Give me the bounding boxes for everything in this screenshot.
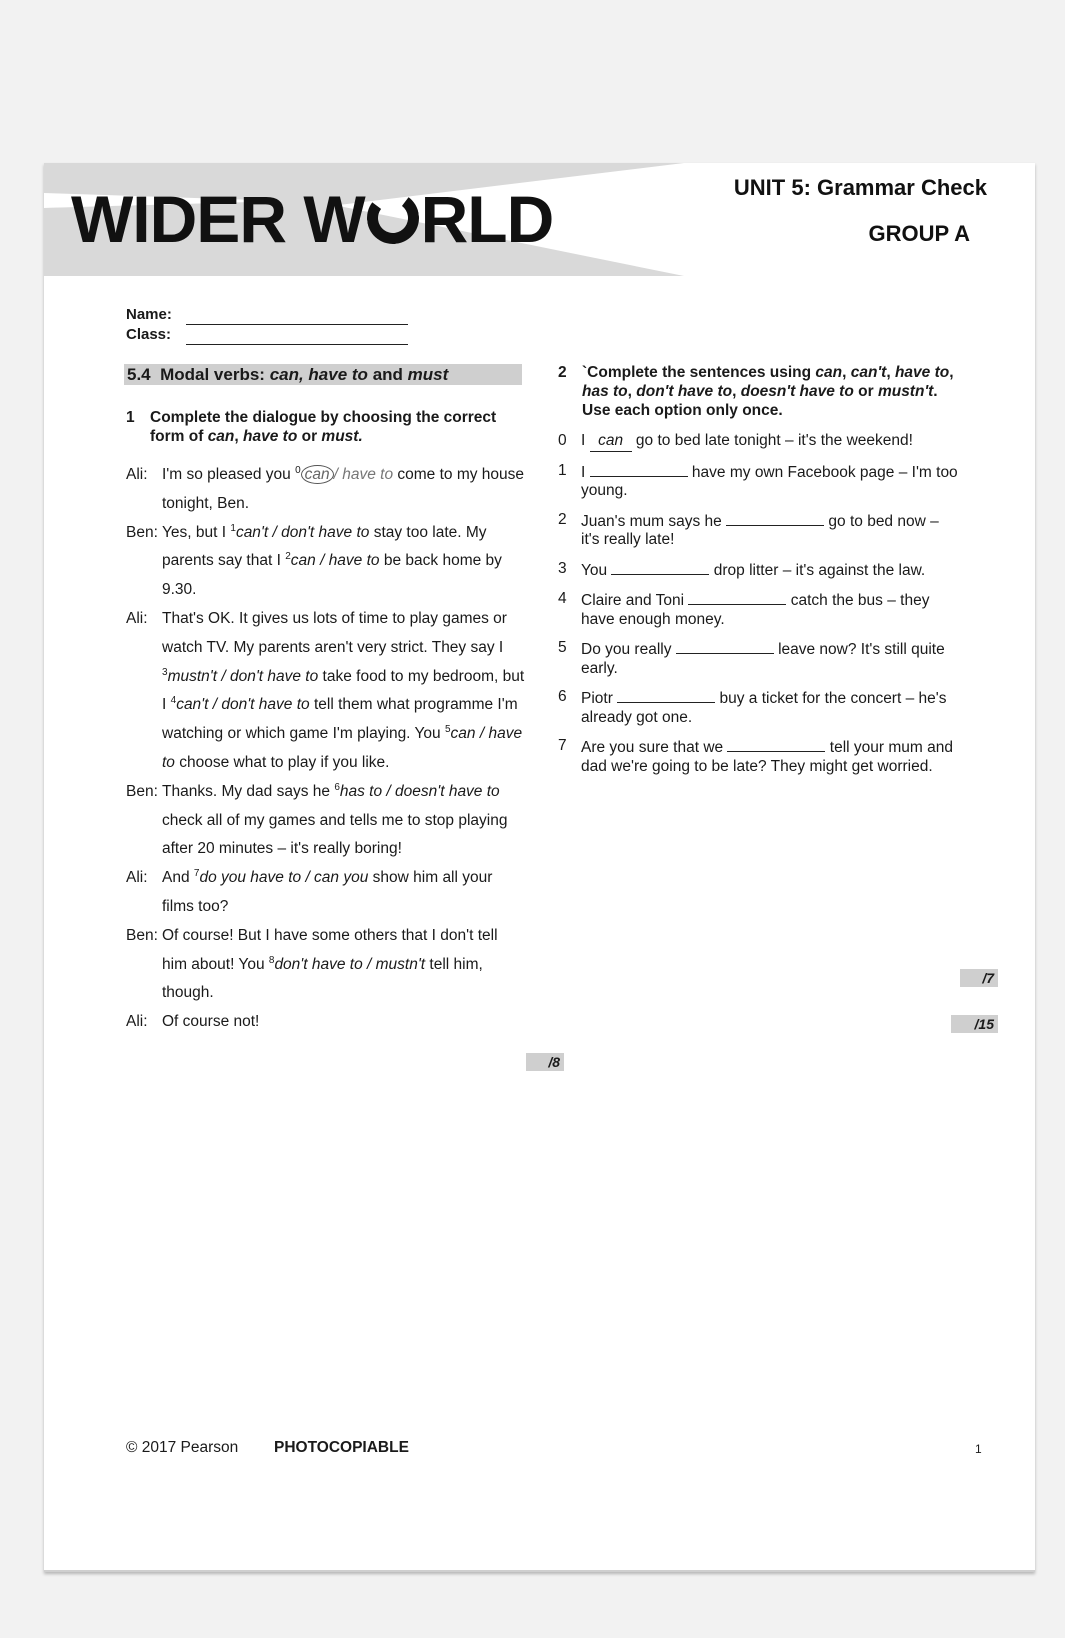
section-heading: 5.4 Modal verbs: can, have to and must [124,364,522,385]
sentence-list [558,432,958,776]
dialogue-line: Ali: Of course not! [126,1013,260,1031]
choice-option[interactable]: can't / don't have to [235,523,370,541]
photocopiable-label: PHOTOCOPIABLE [274,1439,409,1456]
choice-option[interactable]: don't have to / mustn't [274,955,426,973]
dialogue-line: Ben: Of course! But I have some others that I don't tell him about! You $^8$don't have to / mustn't tell him, though. [126,926,498,1002]
dialogue-line: Ali: And $^7$do you have to / can you show him all your films too? [126,868,493,915]
choice-option[interactable]: has to / doesn't have to [339,782,500,800]
copyright: © 2017 Pearson [126,1439,239,1456]
exercise-2-score: /7 [960,969,998,987]
choice-option[interactable]: do you have to / can you [199,869,369,887]
answer-blank[interactable] [727,737,825,752]
name-field[interactable] [186,309,408,325]
exercise-2-instruction: 2 `Complete the sentences using can, can't, have to, has to, don't have to, doesn't have to or mustn't. Use each option only once. [558,364,954,419]
example-answer: can [590,432,632,452]
total-score: /15 [951,1015,998,1033]
exercise-2 [558,363,958,786]
answer-blank[interactable] [676,639,774,654]
sentence-item: 7 Are you sure that we tell your mum and dad we're going to be late? They might get worried. [558,737,953,775]
exercise-1 [126,408,526,1037]
dialogue-line: Ben: Yes, but I $^1$can't / don't have to stay too late. My parents say that I $^2$can / have to be back home by 9.30. [126,522,502,599]
sentence-item: 3 You drop litter – it's against the law. [558,559,926,579]
group-label: GROUP A [868,221,970,246]
student-details [126,305,408,345]
sentence-item: 5 Do you really leave now? It's still quite early. [558,639,945,677]
exercise-1-score: /8 [526,1053,564,1071]
unit-title: UNIT 5: Grammar Check [733,175,987,200]
class-label: Class: [126,326,172,343]
worksheet-page [44,163,1035,1572]
sentence-item: 0 I can go to bed late tonight – it's the weekend! [558,432,958,452]
sentence-item: 2 Juan's mum says he go to bed now – it's really late! [558,510,939,548]
dialogue-line: Ali: That's OK. It gives us lots of time to play games or watch TV. My parents aren't very strict. They say I $^3$mustn't / don't have to take food to my bedroom, but I $^4$can't / don't have to tell them what programme I'm watching or which game I'm playing. You $^5$can / have to choose what to play if you like. [126,609,525,771]
answer-blank[interactable] [688,590,786,605]
choice-option[interactable]: can / have to [162,725,523,771]
answer-blank[interactable] [611,560,709,575]
choice-option[interactable]: mustn't / don't have to [167,667,319,685]
choice-option[interactable]: can't / don't have to [176,696,310,714]
sentence-item: 1 I have my own Facebook page – I'm too young. [558,461,958,499]
choice-option[interactable]: can / have to [290,552,380,570]
name-label: Name: [126,306,172,323]
exercise-1-instruction: 1 Complete the dialogue by choosing the correct form of can, have to or must. [126,409,497,445]
dialogue [126,461,526,1037]
dialogue-line: Ben: Thanks. My dad says he $^6$has to / doesn't have to check all of my games and tells me to stop playing after 20 minutes – it's really boring! [126,781,508,858]
sentence-item: 6 Piotr buy a ticket for the concert – he's already got one. [558,688,947,726]
answer-blank[interactable] [590,462,688,477]
logo-o-ring-icon [363,189,422,248]
dialogue-line: Ali: I'm so pleased you $^0$ can / have to come to my house tonight, Ben. [126,464,525,512]
wider-world-logo: WIDER W RLD [71,182,554,256]
sentence-item: 4 Claire and Toni catch the bus – they have enough money. [558,590,930,628]
answer-blank[interactable] [617,688,715,703]
answer-circle[interactable]: can [301,465,334,484]
answer-blank[interactable] [726,511,824,526]
page-number: 1 [975,1442,982,1456]
class-field[interactable] [186,329,408,345]
